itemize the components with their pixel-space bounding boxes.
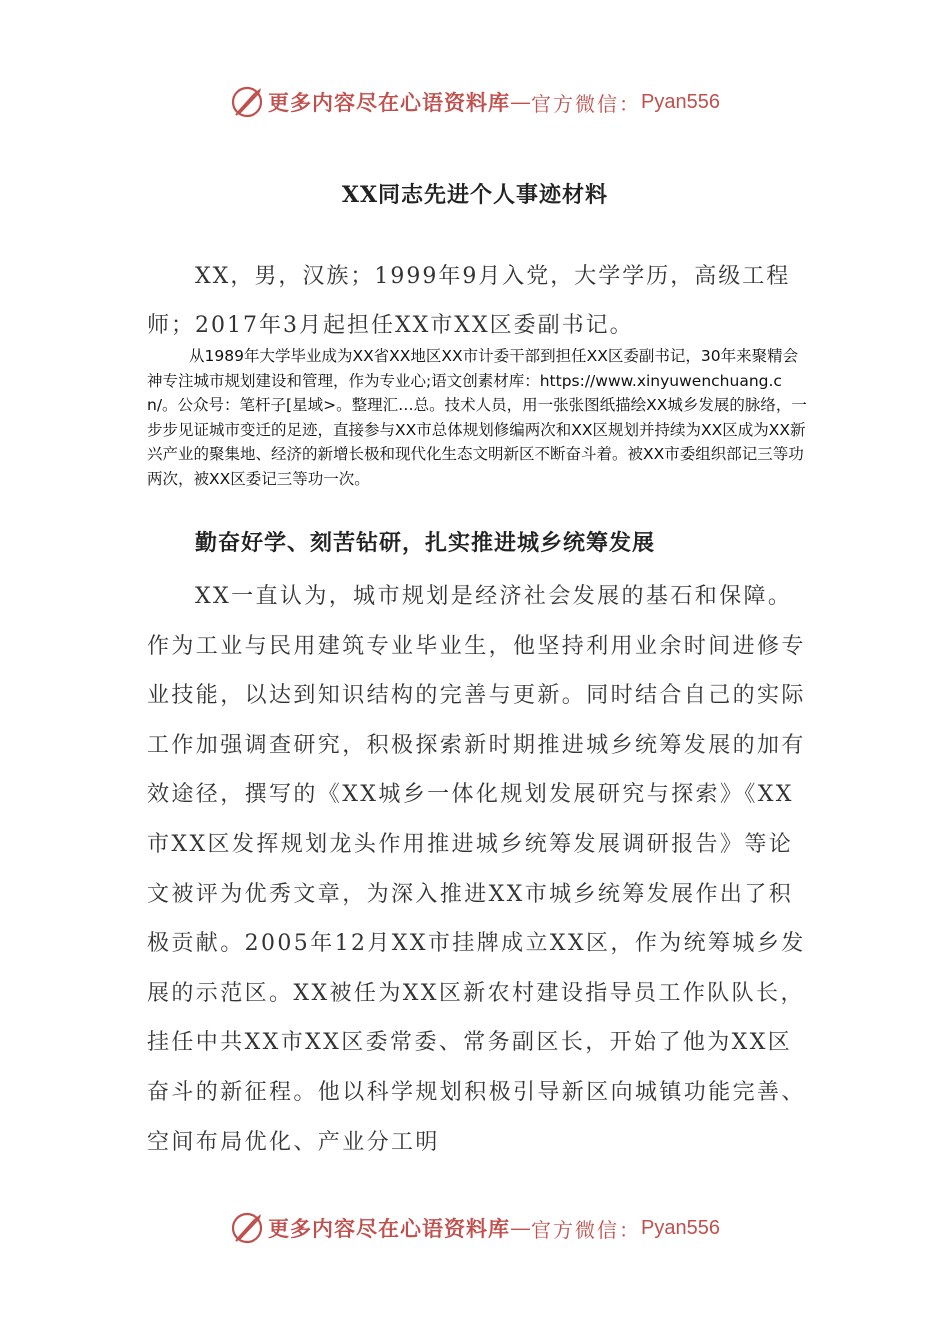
summary-paragraph: 从1989年大学毕业成为XX省XX地区XX市计委干部到担任XX区委副书记，30年来聚精会神专注城市规划建设和管理，作为专业心;语文创素材库：https://www.xinyuwenchuang.cn/。公众号：笔杆子[星域>。整理汇…总。技术人员，用一张张图纸描绘XX城乡发展的脉络，一步步见证城市变迁的足迹，直接参与XX市总体规划修编两次和XX区规划并持续为XX区成为XX新兴产业的聚集地、经济的新增长极和现代化生态文明新区不断奋斗着。被XX市委组织部记三等功两次，被XX区委记三等功一次。 xyxy=(147,347,807,488)
banner-official-label: 官方微信： xyxy=(531,1217,642,1242)
banner-brand: 更多内容尽在心语资料库 xyxy=(268,90,511,115)
banner-wechat-id: Pyan556 xyxy=(641,1216,720,1239)
footer-banner xyxy=(0,1208,950,1248)
banner-wechat-id: Pyan556 xyxy=(641,90,720,113)
section-heading: 勤奋好学、刻苦钻研，扎实推进城乡统筹发展 xyxy=(195,530,656,556)
document-title: XX同志先进个人事迹材料 xyxy=(341,182,609,208)
header-banner xyxy=(0,82,950,122)
intro-paragraph: XX，男，汉族；1999年9月入党，大学学历，高级工程师；2017年3月起担任XX市XX区委副书记。 xyxy=(147,264,791,338)
banner-official-label: 官方微信： xyxy=(531,91,642,116)
banner-separator: — xyxy=(510,1216,532,1240)
quill-logo-icon xyxy=(230,1211,264,1245)
quill-logo-icon xyxy=(230,85,264,119)
section-body-paragraph: XX一直认为，城市规划是经济社会发展的基石和保障。作为工业与民用建筑专业毕业生，他坚持利用业余时间进修专业技能，以达到知识结构的完善与更新。同时结合自己的实际工作加强调查研究，积极探索新时期推进城乡统筹发展的加有效途径，撰写的《XX城乡一体化规划发展研究与探索》《XX市XX区发挥规划龙头作用推进城乡统筹发展调研报告》等论文被评为优秀文章，为深入推进XX市城乡统筹发展作出了积极贡献。2005年12月XX市挂牌成立XX区，作为统筹城乡发展的示范区。XX被任为XX区新农村建设指导员工作队队长，挂任中共XX市XX区委常委、常务副区长，开始了他为XX区奋斗的新征程。他以科学规划积极引导新区向城镇功能完善、空间布局优化、产业分工明 xyxy=(147,584,806,1155)
banner-brand: 更多内容尽在心语资料库 xyxy=(268,1216,511,1241)
banner-separator: — xyxy=(510,90,532,114)
